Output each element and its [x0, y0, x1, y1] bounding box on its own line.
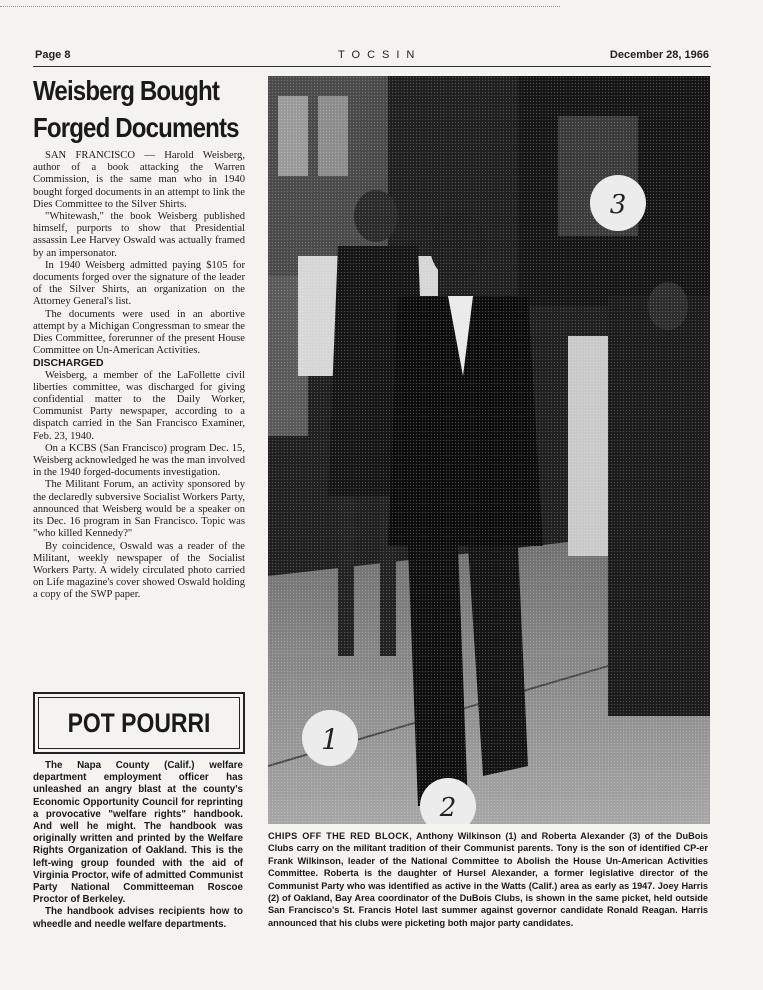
marker-1-label: 1 [321, 723, 339, 756]
pot-pourri-body [33, 760, 243, 931]
article-paragraph: The Militant Forum, an activity sponsored by the declaredly subversive Socialist Workers Party, announced that Weisberg would be a speaker on its Dec. 16 program in San Francisco. Topic was "who killed Kennedy?" [33, 479, 245, 540]
article-paragraph: On a KCBS (San Francisco) program Dec. 15, Weisberg acknowledged he was the man involved in the 1940 forged-documents investigation. [33, 442, 245, 479]
article-subhead: DISCHARGED [33, 357, 104, 370]
pot-pourri-paragraph: The Napa County (Calif.) welfare department employment officer has unleashed an angry blast at the county's Economic Opportunity Council for reprinting a provocative "welfare rights" handbook. And well he might. The handbook was originally written and printed by the Welfare Rights Organization of Oakland. This is the left-wing group founded with the aid of Virginia Proctor, wife of admitted Communist Party National Committeeman Roscoe Proctor of Berkeley. [33, 760, 243, 906]
marker-3-label: 3 [609, 190, 627, 220]
article-paragraph: "Whitewash," the book Weisberg published himself, purports to show that Presidential assassin Lee Harvey Oswald was actually framed by an impersonator. [33, 211, 245, 259]
article-paragraph: By coincidence, Oswald was a reader of the Militant, weekly newspaper of the Socialist Workers Party. A widely circulated photo carried on Life magazine's cover showed Oswald holding a copy of the SWP paper. [33, 540, 245, 601]
marker-1 [302, 710, 358, 766]
article-paragraph: SAN FRANCISCO — Harold Weisberg, author of a book attacking the Warren Commission, is the same man who in 1940 bought forged documents in an attempt to link the Dies Committee to the Silver Shirts. [33, 150, 245, 210]
caption-lead: CHIPS OFF THE RED BLOCK, [268, 831, 413, 841]
page-number: Page 8 [35, 49, 71, 61]
news-photo [268, 76, 710, 824]
article-paragraph: The documents were used in an abortive attempt by a Michigan Congressman to smear the Dies Committee, forerunner of the present House Committee on Un-American Activities. [33, 308, 245, 357]
marker-3 [590, 175, 646, 231]
pot-pourri-box [33, 692, 245, 754]
headline-line-2: Forged Documents [33, 112, 239, 143]
photo-caption [268, 830, 708, 929]
page-header [33, 49, 711, 65]
pot-pourri-paragraph: The handbook advises recipients how to wheedle and needle welfare departments. [33, 906, 243, 930]
pot-pourri-box-inner [38, 697, 240, 749]
issue-date: December 28, 1966 [609, 49, 709, 61]
article-paragraph: In 1940 Weisberg admitted paying $105 for documents forged over the signature of the leader of the Silver Shirts, an organization on the Attorney General's list. [33, 259, 245, 308]
masthead: TOCSIN [338, 49, 422, 61]
pot-pourri-title: POT POURRI [67, 707, 211, 738]
marker-2-label: 2 [439, 793, 457, 823]
top-rule [0, 6, 560, 7]
headline-line-1: Weisberg Bought [33, 75, 219, 106]
header-rule [33, 66, 711, 67]
photo-illustration [268, 76, 710, 824]
article-body [33, 150, 245, 602]
article-headline [33, 72, 239, 146]
article-paragraph: Weisberg, a member of the LaFollette civil liberties committee, was discharged for giving confidential matter to the Daily Worker, Communist Party newspaper, according to a dispatch carried in the San Francisco Examiner, Feb. 23, 1940. [33, 369, 245, 442]
caption-text: Anthony Wilkinson (1) and Roberta Alexander (3) of the DuBois Clubs carry on the militant tradition of their Communist parents. Tony is the son of identified CP-er Frank Wilkinson, leader of the National Committee to Abolish the House Un-American Activities Committee. Roberta is the daughter of Hursel Alexander, a former legislative director of the Communist Party who was identified as active in the Watts (Calif.) area as early as 1947. Joey Harris (2) of Oakland, Bay Area coordinator of the DuBois Clubs, is shown in the same picket, held outside San Francisco's St. Francis Hotel last summer against governor candidate Ronald Reagan. Harris announced that his clubs were picketing both major party candidates. [268, 831, 708, 928]
